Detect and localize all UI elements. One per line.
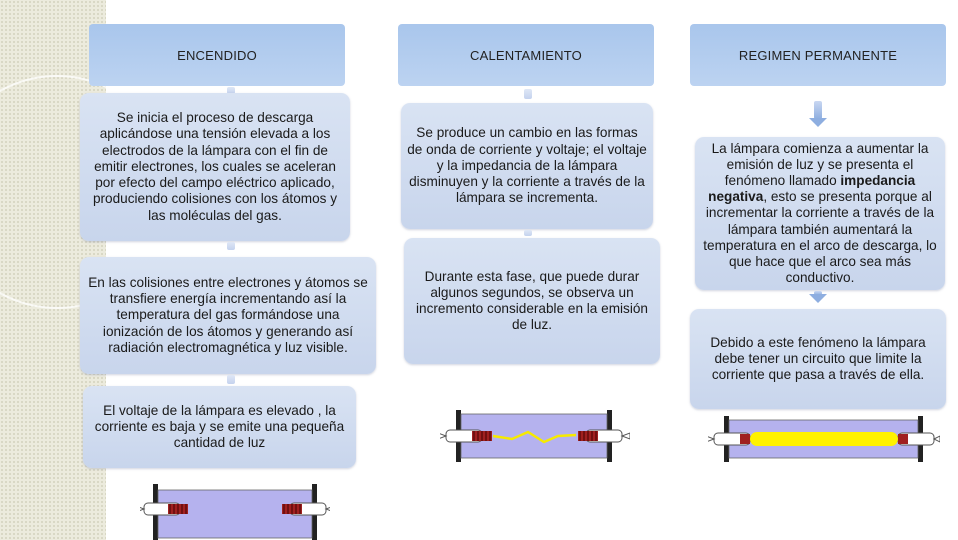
header-calentamiento: CALENTAMIENTO [398, 24, 654, 86]
connector-arrow [524, 89, 532, 99]
encendido-text-2: En las colisiones entre electrones y átomos se transfiere energía incrementando así la temperatura del gas formándose una ionización de los átomos y generando así radiación electromagnética y luz visible. [88, 274, 368, 355]
header-regimen-permanente: REGIMEN PERMANENTE [690, 24, 946, 86]
connector-arrow [227, 375, 235, 384]
encendido-text-3: El voltaje de la lámpara es elevado , la corriente es baja y se emite una pequeña cantidad de luz [94, 402, 345, 451]
lamp-icon-calentamiento [440, 408, 630, 464]
calentamiento-box-1 [401, 103, 653, 229]
encendido-box-3 [83, 386, 356, 468]
calentamiento-box-2 [404, 238, 660, 364]
regimen-box-1 [695, 137, 945, 290]
regimen-text-2: Debido a este fenómeno la lámpara debe tener un circuito que limite la corriente que pasa a través de ella. [710, 334, 926, 383]
encendido-text-1: Se inicia el proceso de descarga aplicándose una tensión elevada a los electrodos de la lámpara con el fin de emitir electrones, los cuales se aceleran por efecto del campo eléctrico aplicado, produciendo colisiones con los átomos y las moléculas del gas. [92, 110, 338, 223]
connector-arrow [227, 242, 235, 250]
regimen-box-2 [690, 309, 946, 409]
regimen-text-1: La lámpara comienza a aumentar la emisión de luz y se presenta el fenómeno llamado impedancia negativa, esto se presenta porque al incrementar la corriente a través de la lámpara también aumentará la temperatura en el arco de descarga, lo que hace que el arco sea más conductivo. [703, 140, 937, 286]
encendido-box-2 [80, 257, 376, 374]
calentamiento-text-1: Se produce un cambio en las formas de onda de corriente y voltaje; el voltaje y la impedancia de la lámpara disminuyen y la corriente a través de la lámpara se incrementa. [407, 125, 647, 206]
lamp-icon-regimen [708, 414, 940, 464]
lamp-icon-encendido [140, 482, 330, 540]
encendido-box-1 [80, 93, 350, 241]
connector-arrow [814, 291, 822, 295]
header-encendido: ENCENDIDO [89, 24, 345, 86]
connector-arrow [814, 101, 822, 119]
calentamiento-text-2: Durante esta fase, que puede durar algunos segundos, se observa un incremento considerable en la emisión de luz. [416, 268, 648, 333]
connector-arrow [524, 230, 532, 236]
